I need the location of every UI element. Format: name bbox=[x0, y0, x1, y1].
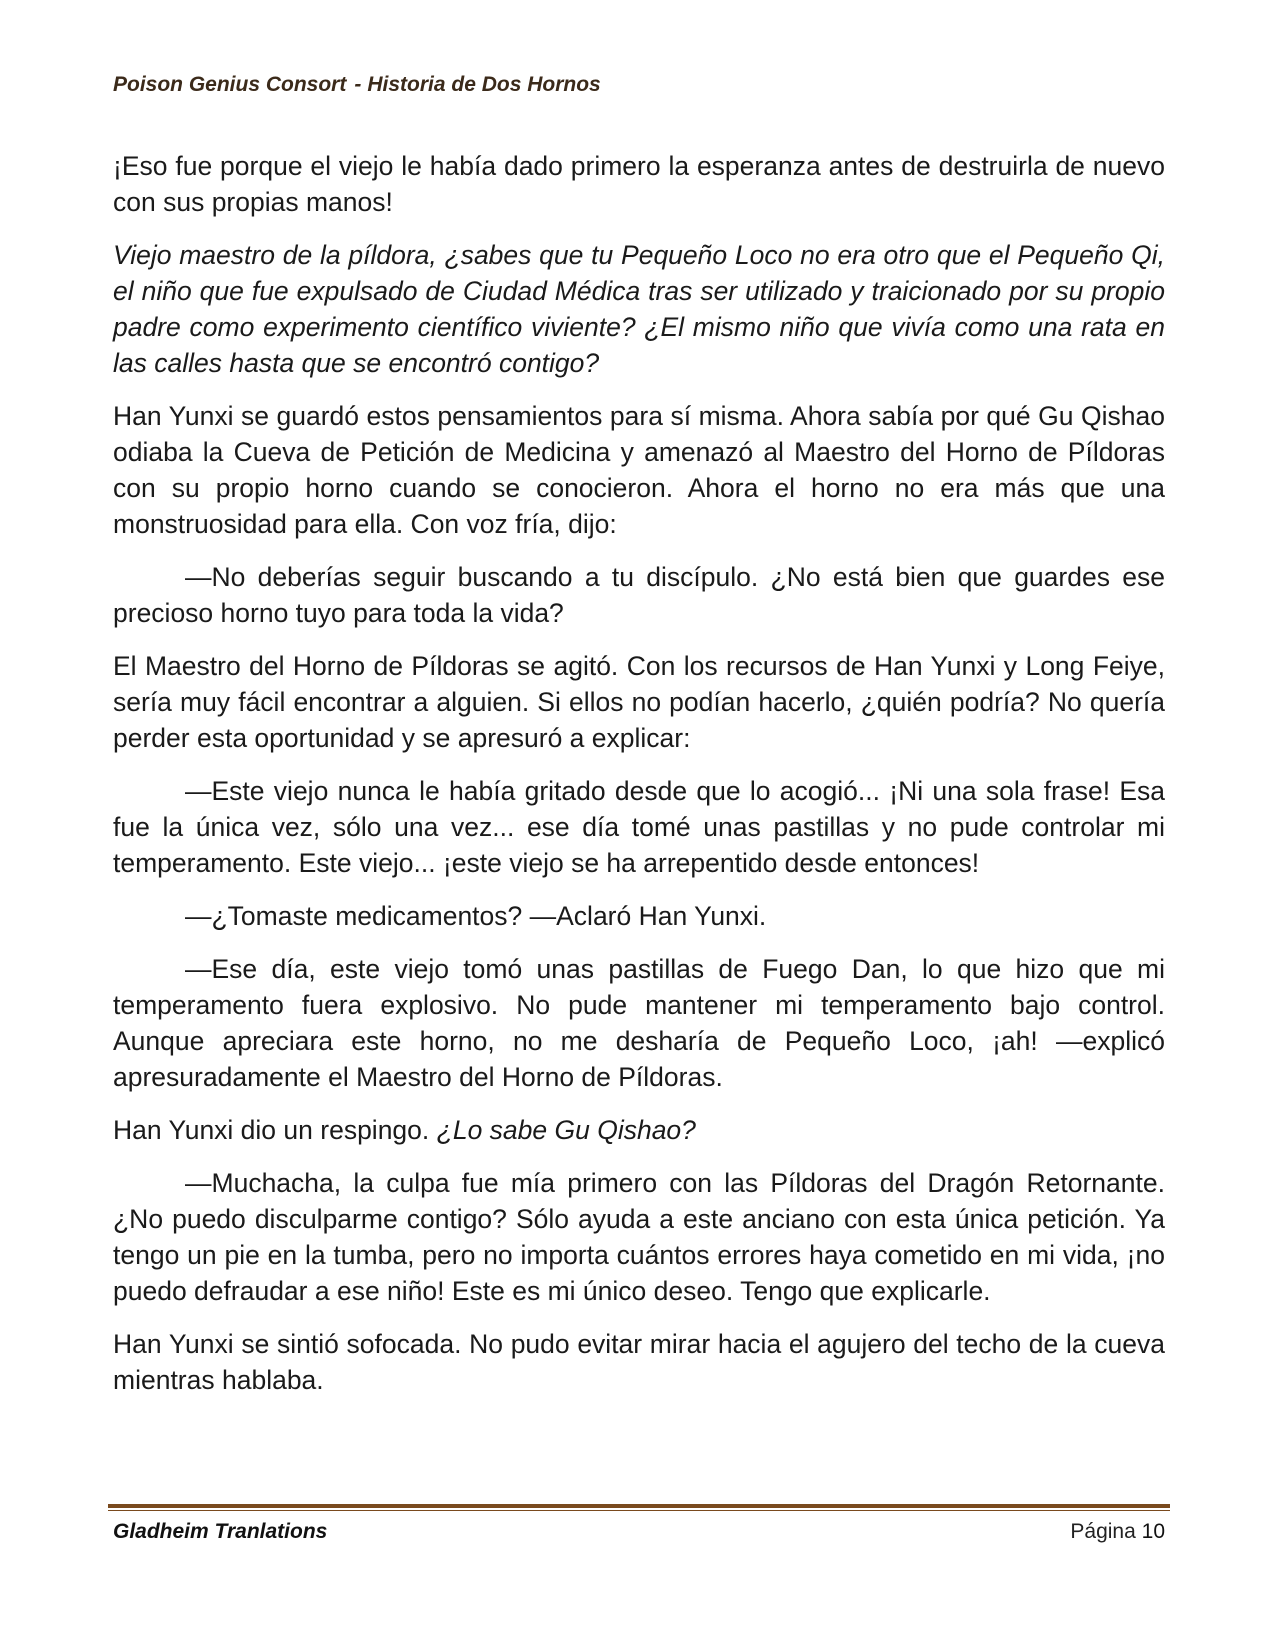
paragraph-11: Han Yunxi se sintió sofocada. No pudo evitar mirar hacia el agujero del techo de la cueva mientras hablaba. bbox=[113, 1329, 1165, 1395]
paragraph-9 bbox=[113, 1112, 1165, 1148]
paragraph-7-dialog: —¿Tomaste medicamentos? —Aclaró Han Yunxi. bbox=[185, 901, 767, 931]
paragraph-1: ¡Eso fue porque el viejo le había dado primero la esperanza antes de destruirla de nuevo con sus propias manos! bbox=[113, 151, 1165, 217]
page-number bbox=[1070, 1520, 1165, 1544]
book-title: Poison Genius Consort bbox=[113, 73, 347, 96]
footer-rule-thin bbox=[108, 1510, 1170, 1511]
page-body bbox=[113, 148, 1165, 1415]
page-label: Página bbox=[1070, 1520, 1136, 1543]
paragraph-9-lead: Han Yunxi dio un respingo. bbox=[113, 1115, 437, 1145]
page-header bbox=[113, 73, 601, 97]
chapter-title: Historia de Dos Hornos bbox=[367, 73, 601, 96]
paragraph-5: El Maestro del Horno de Píldoras se agitó. Con los recursos de Han Yunxi y Long Feiye, sería muy fácil encontrar a alguien. Si ellos no podían hacerlo, ¿quién podría? No quería perder esta oportunidad y se apresuró a explicar: bbox=[113, 651, 1165, 753]
paragraph-3: Han Yunxi se guardó estos pensamientos para sí misma. Ahora sabía por qué Gu Qishao odiaba la Cueva de Petición de Medicina y amenazó al Maestro del Horno de Píldoras con su propio horno cuando se conocieron. Ahora el horno no era más que una monstruosidad para ella. Con voz fría, dijo: bbox=[113, 401, 1165, 539]
paragraph-9-thought: ¿Lo sabe Gu Qishao? bbox=[436, 1115, 696, 1145]
paragraph-10-dialog: —Muchacha, la culpa fue mía primero con las Píldoras del Dragón Retornante. ¿No puedo disculparme contigo? Sólo ayuda a este anciano con esta única petición. Ya tengo un pie en la tumba, pero no importa cuántos errores haya cometido en mi vida, ¡no puedo defraudar a ese niño! Este es mi único deseo. Tengo que explicarle. bbox=[113, 1168, 1165, 1306]
header-separator: - bbox=[354, 73, 362, 96]
page-number-value: 10 bbox=[1141, 1520, 1165, 1543]
footer-credit: Gladheim Tranlations bbox=[113, 1520, 328, 1543]
paragraph-8-dialog: —Ese día, este viejo tomó unas pastillas de Fuego Dan, lo que hizo que mi temperamento fuera explosivo. No pude mantener mi temperamento bajo control. Aunque apreciara este horno, no me desharía de Pequeño Loco, ¡ah! —explicó apresuradamente el Maestro del Horno de Píldoras. bbox=[113, 954, 1165, 1092]
paragraph-4-dialog: —No deberías seguir buscando a tu discípulo. ¿No está bien que guardes ese precioso horno tuyo para toda la vida? bbox=[113, 562, 1165, 628]
footer-rule bbox=[108, 1504, 1170, 1508]
paragraph-2-thought: Viejo maestro de la píldora, ¿sabes que tu Pequeño Loco no era otro que el Pequeño Qi, el niño que fue expulsado de Ciudad Médica tras ser utilizado y traicionado por su propio padre como experimento científico viviente? ¿El mismo niño que vivía como una rata en las calles hasta que se encontró contigo? bbox=[113, 240, 1165, 378]
paragraph-6-dialog: —Este viejo nunca le había gritado desde que lo acogió... ¡Ni una sola frase! Esa fue la única vez, sólo una vez... ese día tomé unas pastillas y no pude controlar mi temperamento. Este viejo... ¡este viejo se ha arrepentido desde entonces! bbox=[113, 776, 1165, 878]
